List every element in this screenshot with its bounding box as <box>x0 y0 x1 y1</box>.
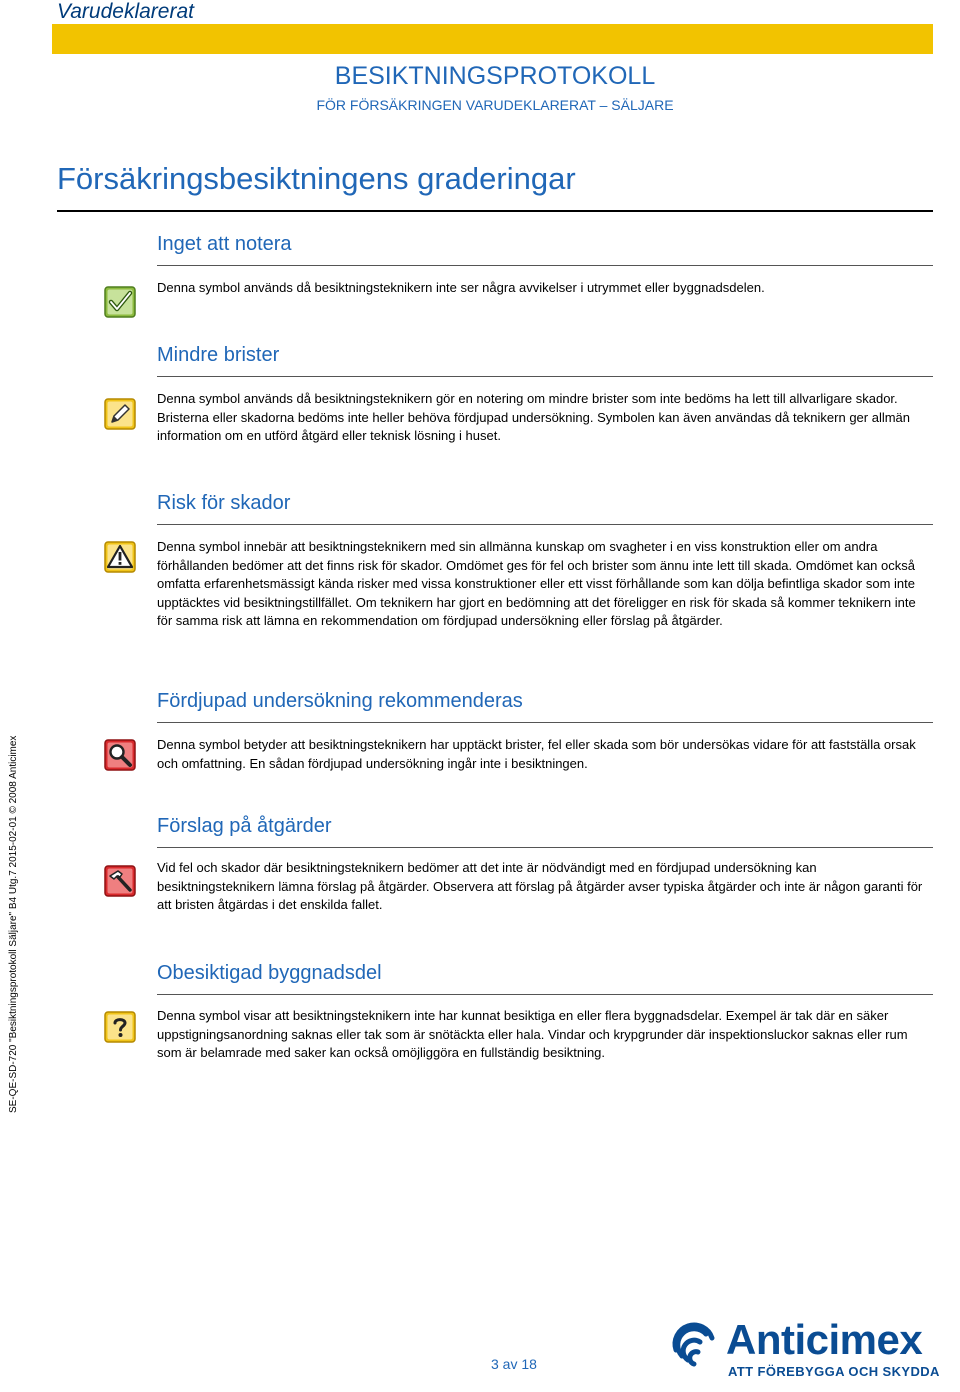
category-divider <box>157 847 933 848</box>
logo-tagline: ATT FÖREBYGGA OCH SKYDDA <box>728 1364 940 1379</box>
category-description: Denna symbol används då besiktningsteknikern inte ser några avvikelser i utrymmet eller byggnadsdelen. <box>157 280 765 295</box>
section-heading: Försäkringsbesiktningens graderingar <box>57 161 576 196</box>
brand-title: Varudeklarerat <box>57 0 194 23</box>
anticimex-logo <box>668 1318 948 1384</box>
category-divider <box>157 994 933 995</box>
category-description: Vid fel och skador där besiktningsteknikern bedömer att det inte är nödvändigt med en fördjupad undersökning kan besiktningsteknikern lämna förslag på åtgärder. Observera att förslag på åtgärder avser typiska åtgärder och inte är någon garanti för att bristen åtgärdas i det enskilda fallet. <box>157 860 923 912</box>
logo-wordmark: Anticimex <box>726 1316 923 1363</box>
category-divider <box>157 376 933 377</box>
question-icon <box>104 1011 136 1043</box>
category-divider <box>157 265 933 266</box>
page-number: 3 av 18 <box>491 1356 537 1372</box>
category-title-inget-att-notera: Inget att notera <box>157 233 292 255</box>
magnifier-icon <box>104 739 136 771</box>
logo-emblem-icon <box>668 1318 720 1370</box>
category-description: Denna symbol används då besiktningsteknikern gör en notering om mindre brister som inte bedöms ha lett till allvarligare skador. Bristerna eller skadorna bedöms inte heller behöva fördjupad undersökning. Symbolen kan även användas då teknikern ger allmän information om en utförd åtgärd eller teknisk lösning i huset. <box>157 391 911 443</box>
header-bar <box>52 24 933 54</box>
document-subtitle: FÖR FÖRSÄKRINGEN VARUDEKLARERAT – SÄLJARE <box>316 97 674 113</box>
category-description: Denna symbol visar att besiktningsteknikern inte har kunnat besiktiga en eller flera byggnadsdelar. Exempel är tak där en säker uppstigningsanordning saknas eller tak som är snötäckta eller hala. Vindar och krypgrunder där inspektionsluckor saknas eller rum som är belamrade med saker kan också omöjliggöra en fullständig besiktning. <box>157 1008 908 1060</box>
category-description: Denna symbol betyder att besiktningsteknikern har upptäckt brister, fel eller skada som bör undersökas vidare för att fastställa orsak och omfattning. En sådan fördjupad undersökning ingår inte i besiktningen. <box>157 737 916 771</box>
category-title-obesiktigad-byggnadsdel: Obesiktigad byggnadsdel <box>157 962 382 984</box>
category-title-fordjupad-undersokning: Fördjupad undersökning rekommenderas <box>157 690 523 712</box>
pencil-icon <box>104 398 136 430</box>
category-divider <box>157 722 933 723</box>
category-description: Denna symbol innebär att besiktningsteknikern med sin allmänna kunskap om svagheter i en viss konstruktion eller om andra förhållanden bedömer att det finns risk för skador. Omdömet ges för fel och brister som ännu inte lett till skada. Omdömet kan också omfatta erfarenhetsmässigt kända risker med vissa konstruktioner eller ett visst förhållande som kan dölja befintliga skador som inte upptäcktes vid besiktningstillfället. Om teknikern har gjort en bedömning att det föreligger en risk för skada så kommer teknikern inte för samma risk att lämna en rekommendation om fördjupad undersökning eller förslag på åtgärder. <box>157 539 916 628</box>
document-title: BESIKTNINGSPROTOKOLL <box>334 62 656 90</box>
warning-icon <box>104 541 136 573</box>
document-reference-text: SE-QE-SD-720 "Besiktningsprotokoll Säljare" B4 Utg.7 2015-02-01 © 2008 Anticimex <box>8 735 19 1113</box>
category-title-forslag-pa-atgarder: Förslag på åtgärder <box>157 815 332 837</box>
hammer-icon <box>104 865 136 897</box>
category-title-mindre-brister: Mindre brister <box>157 344 280 366</box>
checkmark-icon <box>104 286 136 318</box>
category-title-risk-for-skador: Risk för skador <box>157 492 291 514</box>
category-divider <box>157 524 933 525</box>
heading-divider <box>57 210 933 212</box>
